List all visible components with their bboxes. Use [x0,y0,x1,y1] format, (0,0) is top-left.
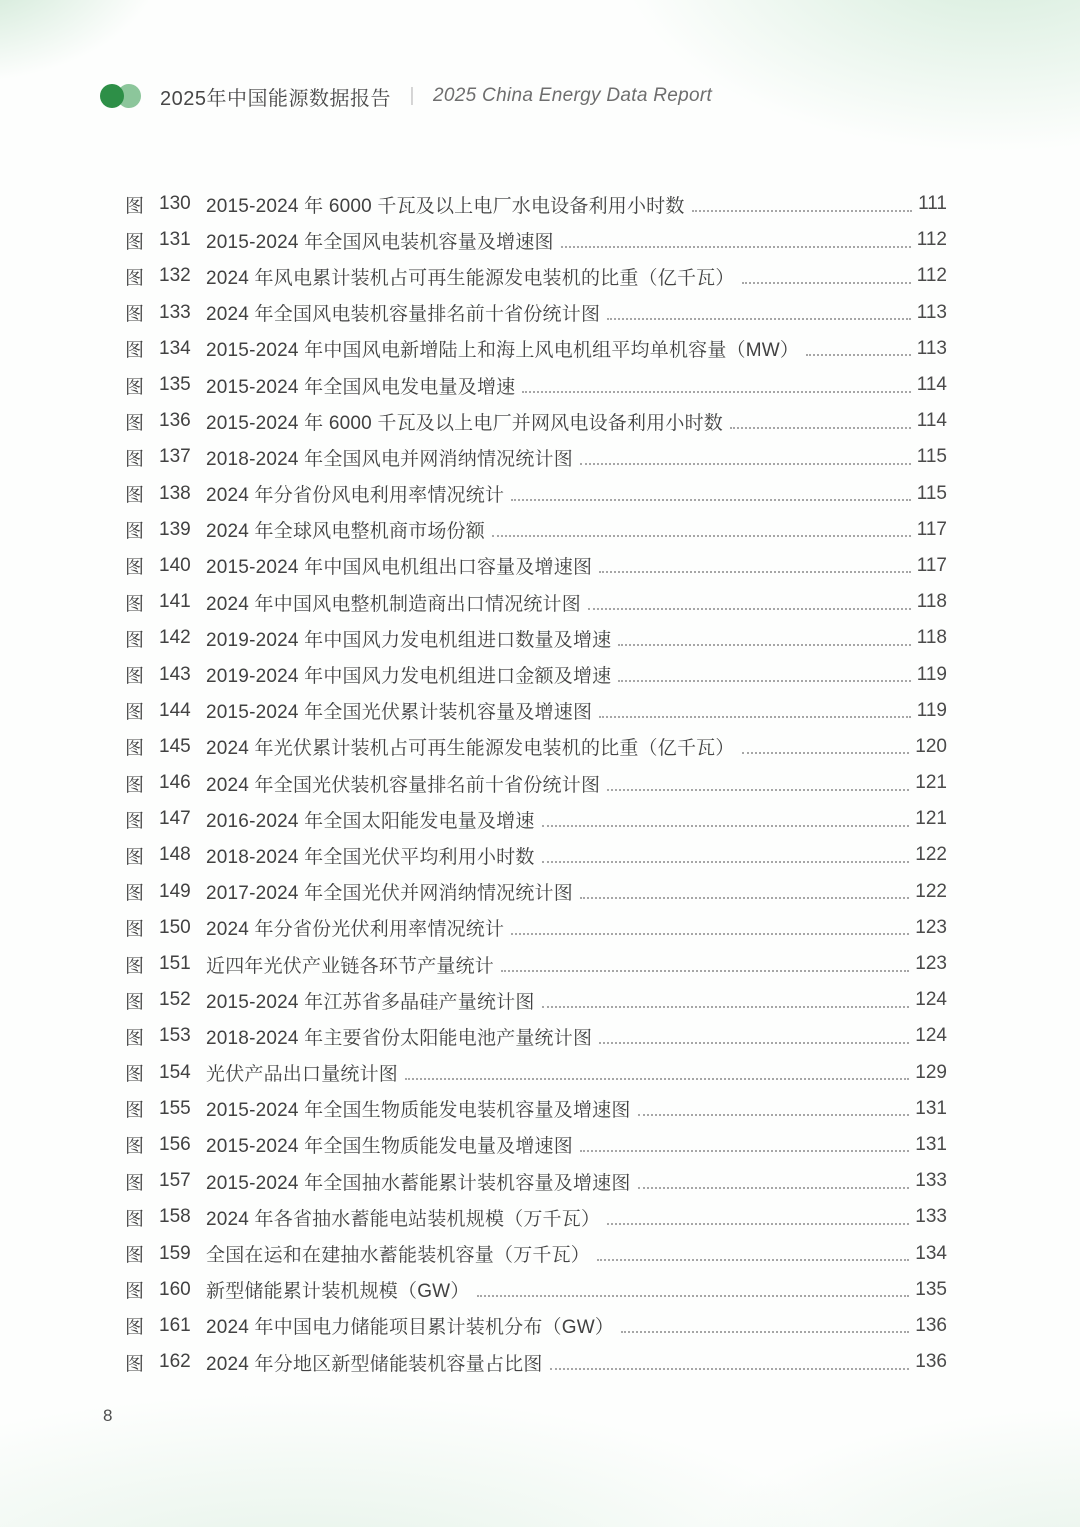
toc-entry[interactable] [125,837,947,873]
figure-label: 图 [125,340,145,362]
toc-entry[interactable] [125,874,947,910]
dot-leader [599,1029,909,1044]
toc-entry[interactable] [125,620,947,656]
toc-entry[interactable] [125,295,947,331]
figure-title: 2024 年分地区新型储能装机容量占比图 [206,1353,543,1375]
figure-title: 2024 年中国电力储能项目累计装机分布（GW） [206,1317,615,1339]
figure-label: 图 [125,1281,145,1303]
toc-entry[interactable] [125,367,947,403]
dot-leader [618,667,910,682]
dot-leader [542,812,910,827]
figure-number: 146 [159,772,191,794]
dot-leader [492,522,911,537]
figure-title: 2015-2024 年全国光伏累计装机容量及增速图 [206,702,593,724]
dot-leader [597,1246,909,1261]
figure-number: 135 [159,374,191,396]
figure-label: 图 [125,267,145,289]
figure-number: 157 [159,1170,191,1192]
toc-entry[interactable] [125,1344,947,1380]
figure-label: 图 [125,738,145,760]
toc-entry[interactable] [125,1091,947,1127]
toc-entry[interactable] [125,765,947,801]
dot-leader [580,1137,909,1152]
toc-list [125,186,947,1380]
toc-page-number: 122 [915,844,947,866]
toc-page-number: 112 [916,229,947,251]
figure-number: 160 [159,1278,191,1300]
figure-number: 145 [159,735,191,757]
figure-title: 2024 年全国光伏装机容量排名前十省份统计图 [206,774,601,796]
toc-page-number: 113 [916,337,947,359]
toc-page-number: 115 [916,446,947,468]
toc-page-number: 112 [916,265,947,287]
figure-label: 图 [125,1027,145,1049]
figure-label: 图 [125,1064,145,1086]
figure-number: 142 [159,627,191,649]
toc-entry[interactable] [125,910,947,946]
toc-page-number: 118 [916,627,947,649]
dot-leader [638,1174,910,1189]
toc-page-number: 119 [916,663,947,685]
toc-page-number: 136 [915,1314,947,1336]
figure-number: 136 [159,410,191,432]
figure-number: 147 [159,808,191,830]
figure-label: 图 [125,629,145,651]
dot-leader [588,595,911,610]
toc-page-number: 114 [916,410,947,432]
toc-entry[interactable] [125,982,947,1018]
toc-page-number: 119 [916,699,947,721]
toc-entry[interactable] [125,1163,947,1199]
toc-page-number: 120 [915,735,947,757]
figure-label: 图 [125,1353,145,1375]
logo-circle-dark [100,84,124,108]
figure-label: 图 [125,521,145,543]
figure-title: 2024 年风电累计装机占可再生能源发电装机的比重（亿千瓦） [206,267,735,289]
dot-leader [607,305,911,320]
toc-page-number: 134 [915,1242,947,1264]
figure-label: 图 [125,883,145,905]
figure-title: 2015-2024 年全国生物质能发电装机容量及增速图 [206,1100,631,1122]
report-title-en: 2025 China Energy Data Report [433,85,713,106]
toc-entry[interactable] [125,584,947,620]
figure-label: 图 [125,376,145,398]
figure-label: 图 [125,557,145,579]
figure-title: 新型储能累计装机规模（GW） [206,1281,470,1303]
dot-leader [501,957,909,972]
figure-label: 图 [125,1136,145,1158]
figure-number: 138 [159,482,191,504]
figure-title: 2015-2024 年全国生物质能发电量及增速图 [206,1136,573,1158]
figure-title: 2015-2024 年全国风电装机容量及增速图 [206,231,554,253]
figure-label: 图 [125,448,145,470]
figure-number: 131 [159,229,191,251]
figure-title: 2015-2024 年江苏省多晶硅产量统计图 [206,991,535,1013]
dot-leader [511,920,909,935]
toc-entry[interactable] [125,729,947,765]
toc-entry[interactable] [125,693,947,729]
figure-label: 图 [125,1172,145,1194]
figure-number: 151 [159,953,191,975]
toc-page-number: 123 [915,953,947,975]
figure-number: 154 [159,1061,191,1083]
figure-number: 158 [159,1206,191,1228]
figure-title: 2015-2024 年中国风电机组出口容量及增速图 [206,557,593,579]
toc-entry[interactable] [125,186,947,222]
toc-page-number: 117 [916,518,947,540]
dot-leader [599,558,911,573]
figure-number: 149 [159,880,191,902]
toc-entry[interactable] [125,512,947,548]
dot-leader [618,631,910,646]
dot-leader [542,848,910,863]
figure-label: 图 [125,195,145,217]
figure-title: 2018-2024 年全国光伏平均利用小时数 [206,846,535,868]
figure-label: 图 [125,593,145,615]
report-header [100,80,712,112]
figure-title: 2024 年中国风电整机制造商出口情况统计图 [206,593,581,615]
dot-leader [638,1101,910,1116]
figure-number: 148 [159,844,191,866]
figure-title: 2024 年分省份风电利用率情况统计 [206,485,505,507]
figure-title: 光伏产品出口量统计图 [206,1064,399,1086]
figure-number: 137 [159,446,191,468]
figure-title: 2016-2024 年全国太阳能发电量及增速 [206,810,535,832]
toc-page-number: 121 [915,772,947,794]
report-logo-icon [100,84,142,108]
figure-number: 130 [159,193,191,215]
figure-title: 2024 年全球风电整机商市场份额 [206,521,485,543]
figure-label: 图 [125,412,145,434]
toc-entry[interactable] [125,331,947,367]
toc-entry[interactable] [125,946,947,982]
dot-leader [542,993,910,1008]
figure-number: 156 [159,1133,191,1155]
figure-label: 图 [125,846,145,868]
figure-number: 152 [159,989,191,1011]
dot-leader [607,776,909,791]
figure-label: 图 [125,666,145,688]
toc-page-number: 118 [916,591,947,613]
figure-number: 161 [159,1314,191,1336]
figure-title: 2024 年各省抽水蓄能电站装机规模（万千瓦） [206,1208,601,1230]
figure-title: 近四年光伏产业链各环节产量统计 [206,955,495,977]
dot-leader [561,233,911,248]
figure-number: 159 [159,1242,191,1264]
figure-label: 图 [125,485,145,507]
figure-title: 2015-2024 年全国风电发电量及增速 [206,376,516,398]
figure-title: 2024 年分省份光伏利用率情况统计 [206,919,505,941]
toc-entry[interactable] [125,439,947,475]
dot-leader [599,703,911,718]
toc-page-number: 124 [915,1025,947,1047]
figure-number: 144 [159,699,191,721]
dot-leader [580,884,909,899]
title-separator: ｜ [403,87,421,107]
dot-leader [621,1318,909,1333]
figure-label: 图 [125,1245,145,1267]
figure-label: 图 [125,774,145,796]
figure-number: 140 [159,554,191,576]
figure-label: 图 [125,231,145,253]
dot-leader [477,1282,910,1297]
figure-number: 143 [159,663,191,685]
toc-entry[interactable] [125,476,947,512]
toc-entry[interactable] [125,801,947,837]
figure-label: 图 [125,810,145,832]
figure-number: 155 [159,1097,191,1119]
toc-entry[interactable] [125,1308,947,1344]
report-title-zh: 2025年中国能源数据报告 [160,87,391,110]
figure-title: 2018-2024 年全国风电并网消纳情况统计图 [206,448,573,470]
dot-leader [522,378,910,393]
figure-number: 133 [159,301,191,323]
figure-title: 2019-2024 年中国风力发电机组进口数量及增速 [206,629,612,651]
toc-entry[interactable] [125,1018,947,1054]
toc-page-number: 115 [916,482,947,504]
figure-label: 图 [125,1208,145,1230]
figure-label: 图 [125,955,145,977]
toc-entry[interactable] [125,1199,947,1235]
figure-title: 2019-2024 年中国风力发电机组进口金额及增速 [206,666,612,688]
figure-label: 图 [125,304,145,326]
dot-leader [550,1355,910,1370]
toc-page-number: 113 [916,301,947,323]
figure-title: 2024 年光伏累计装机占可再生能源发电装机的比重（亿千瓦） [206,738,735,760]
toc-page-number: 124 [915,989,947,1011]
toc-page-number: 136 [915,1351,947,1373]
figure-number: 134 [159,337,191,359]
toc-entry[interactable] [125,258,947,294]
toc-entry[interactable] [125,1272,947,1308]
toc-page-number: 133 [915,1170,947,1192]
figure-title: 2015-2024 年中国风电新增陆上和海上风电机组平均单机容量（MW） [206,340,800,362]
dot-leader [580,450,911,465]
toc-entry[interactable] [125,656,947,692]
toc-entry[interactable] [125,1127,947,1163]
toc-page-number: 135 [915,1278,947,1300]
dot-leader [511,486,911,501]
dot-leader [806,341,911,356]
toc-page-number: 121 [915,808,947,830]
toc-page-number: 122 [915,880,947,902]
figure-title: 2015-2024 年 6000 千瓦及以上电厂水电设备利用小时数 [206,195,685,217]
toc-page-number: 131 [915,1133,947,1155]
toc-page-number: 133 [915,1206,947,1228]
figure-number: 139 [159,518,191,540]
dot-leader [607,1210,909,1225]
figure-title: 2018-2024 年主要省份太阳能电池产量统计图 [206,1027,593,1049]
dot-leader [692,197,913,212]
figure-number: 162 [159,1351,191,1373]
toc-entry[interactable] [125,1055,947,1091]
toc-page-number: 114 [916,374,947,396]
toc-page-number: 129 [915,1061,947,1083]
figure-label: 图 [125,1317,145,1339]
figure-label: 图 [125,702,145,724]
dot-leader [742,739,910,754]
dot-leader [730,414,911,429]
toc-page-number: 117 [916,554,947,576]
figure-number: 153 [159,1025,191,1047]
toc-page-number: 123 [915,916,947,938]
figure-title: 全国在运和在建抽水蓄能装机容量（万千瓦） [206,1245,591,1267]
figure-label: 图 [125,991,145,1013]
figure-number: 132 [159,265,191,287]
dot-leader [405,1065,909,1080]
toc-entry[interactable] [125,403,947,439]
figure-title: 2017-2024 年全国光伏并网消纳情况统计图 [206,883,573,905]
figure-number: 150 [159,916,191,938]
figure-title: 2015-2024 年全国抽水蓄能累计装机容量及增速图 [206,1172,631,1194]
figure-label: 图 [125,1100,145,1122]
figure-label: 图 [125,919,145,941]
footer-page-number: 8 [103,1406,113,1425]
toc-page-number: 111 [918,193,947,215]
toc-entry[interactable] [125,222,947,258]
figure-title: 2024 年全国风电装机容量排名前十省份统计图 [206,304,601,326]
toc-page-number: 131 [915,1097,947,1119]
figure-number: 141 [159,591,191,613]
toc-entry[interactable] [125,1235,947,1271]
toc-entry[interactable] [125,548,947,584]
dot-leader [742,269,911,284]
figure-title: 2015-2024 年 6000 千瓦及以上电厂并网风电设备利用小时数 [206,412,723,434]
